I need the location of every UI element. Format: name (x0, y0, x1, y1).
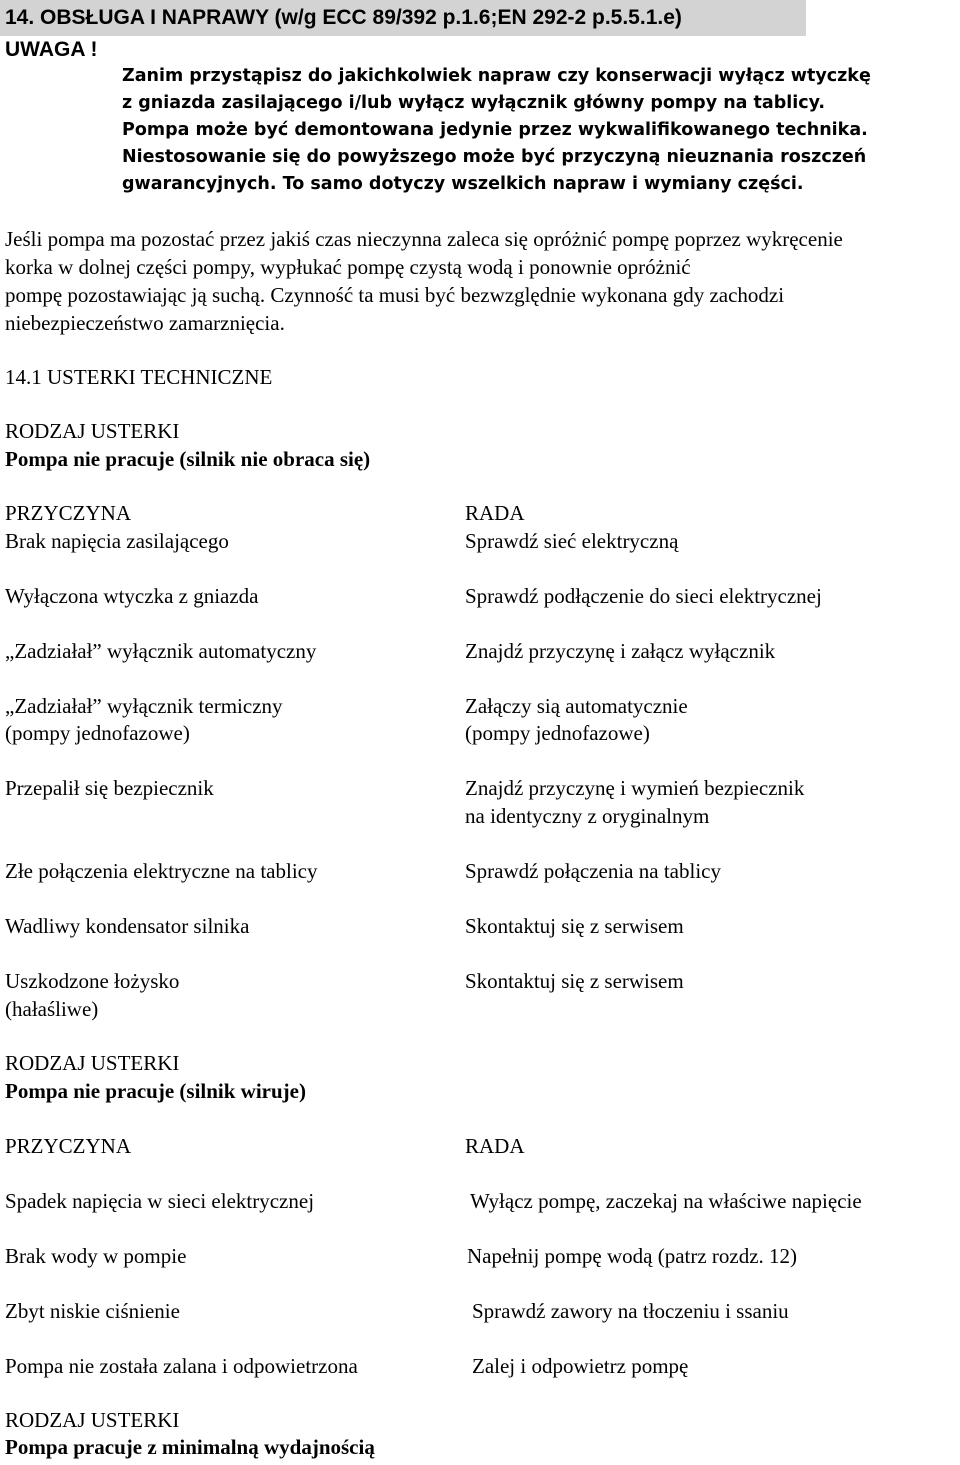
advice-text: Napełnij pompę wodą (patrz rozdz. 12) (467, 1244, 798, 1268)
cause-text: (pompy jednofazowe) (5, 721, 190, 745)
cause-text: „Zadziałał” wyłącznik termiczny (5, 694, 283, 718)
advice-text: Sprawdź sieć elektryczną (465, 529, 679, 553)
cause-header: PRZYCZYNA (5, 1134, 132, 1158)
warning-title: UWAGA ! (5, 38, 98, 61)
warning-line: Zanim przystąpisz do jakichkolwiek napraw czy konserwacji wyłącz wtyczkę (122, 66, 871, 86)
intro-line: pompę pozostawiając ją suchą. Czynność ta musi być bezwzględnie wykonana gdy zachodzi (5, 283, 785, 307)
cause-text: (hałaśliwe) (5, 997, 99, 1021)
advice-text: Załączy sią automatycznie (465, 694, 688, 718)
intro-line: korka w dolnej części pompy, wypłukać pompę czystą wodą i ponownie opróżnić (5, 255, 691, 279)
cause-text: „Zadziałał” wyłącznik automatyczny (5, 639, 317, 663)
cause-text: Uszkodzone łożysko (5, 969, 180, 993)
cause-text: Brak wody w pompie (5, 1244, 187, 1268)
section-title: 14.1 USTERKI TECHNICZNE (5, 365, 273, 389)
cause-text: Pompa nie została zalana i odpowietrzona (5, 1354, 358, 1378)
fault-kind-label: RODZAJ USTERKI (5, 1408, 180, 1432)
advice-text: na identyczny z oryginalnym (465, 804, 710, 828)
cause-text: Brak napięcia zasilającego (5, 529, 229, 553)
fault-kind-label: RODZAJ USTERKI (5, 419, 180, 443)
fault-kind: Pompa nie pracuje (silnik wiruje) (5, 1079, 306, 1103)
warning-line: gwarancyjnych. To samo dotyczy wszelkich napraw i wymiany części. (122, 174, 804, 194)
fault-kind: Pompa nie pracuje (silnik nie obraca się) (5, 447, 371, 471)
cause-text: Wadliwy kondensator silnika (5, 914, 250, 938)
warning-line: Pompa może być demontowana jedynie przez wykwalifikowanego technika. (122, 120, 868, 140)
page-title: 14. OBSŁUGA I NAPRAWY (w/g ECC 89/392 p.1.6;EN 292-2 p.5.5.1.e) (5, 6, 682, 29)
cause-header: PRZYCZYNA (5, 501, 132, 525)
advice-text: Sprawdź zawory na tłoczeniu i ssaniu (472, 1299, 789, 1323)
fault-kind: Pompa pracuje z minimalną wydajnością (5, 1435, 375, 1459)
cause-text: Zbyt niskie ciśnienie (5, 1299, 180, 1323)
cause-text: Złe połączenia elektryczne na tablicy (5, 859, 318, 883)
warning-line: z gniazda zasilającego i/lub wyłącz wyłącznik główny pompy na tablicy. (122, 93, 826, 113)
cause-text: Przepalił się bezpiecznik (5, 776, 214, 800)
advice-text: Sprawdź podłączenie do sieci elektrycznej (465, 584, 822, 608)
advice-header: RADA (465, 1134, 525, 1158)
fault-kind-label: RODZAJ USTERKI (5, 1051, 180, 1075)
advice-text: Zalej i odpowietrz pompę (472, 1354, 689, 1378)
intro-line: Jeśli pompa ma pozostać przez jakiś czas nieczynna zaleca się opróżnić pompę poprzez wykręcenie (5, 227, 843, 251)
cause-text: Spadek napięcia w sieci elektrycznej (5, 1189, 315, 1213)
advice-text: Znajdź przyczynę i załącz wyłącznik (465, 639, 776, 663)
advice-text: Sprawdź połączenia na tablicy (465, 859, 721, 883)
advice-text: Znajdź przyczynę i wymień bezpiecznik (465, 776, 805, 800)
advice-text: Wyłącz pompę, zaczekaj na właściwe napięcie (470, 1189, 862, 1213)
intro-line: niebezpieczeństwo zamarznięcia. (5, 311, 285, 335)
advice-header: RADA (465, 501, 525, 525)
advice-text: Skontaktuj się z serwisem (465, 914, 684, 938)
warning-line: Niestosowanie się do powyższego może być przyczyną nieuznania roszczeń (122, 147, 867, 167)
advice-text: Skontaktuj się z serwisem (465, 969, 684, 993)
advice-text: (pompy jednofazowe) (465, 721, 650, 745)
cause-text: Wyłączona wtyczka z gniazda (5, 584, 259, 608)
